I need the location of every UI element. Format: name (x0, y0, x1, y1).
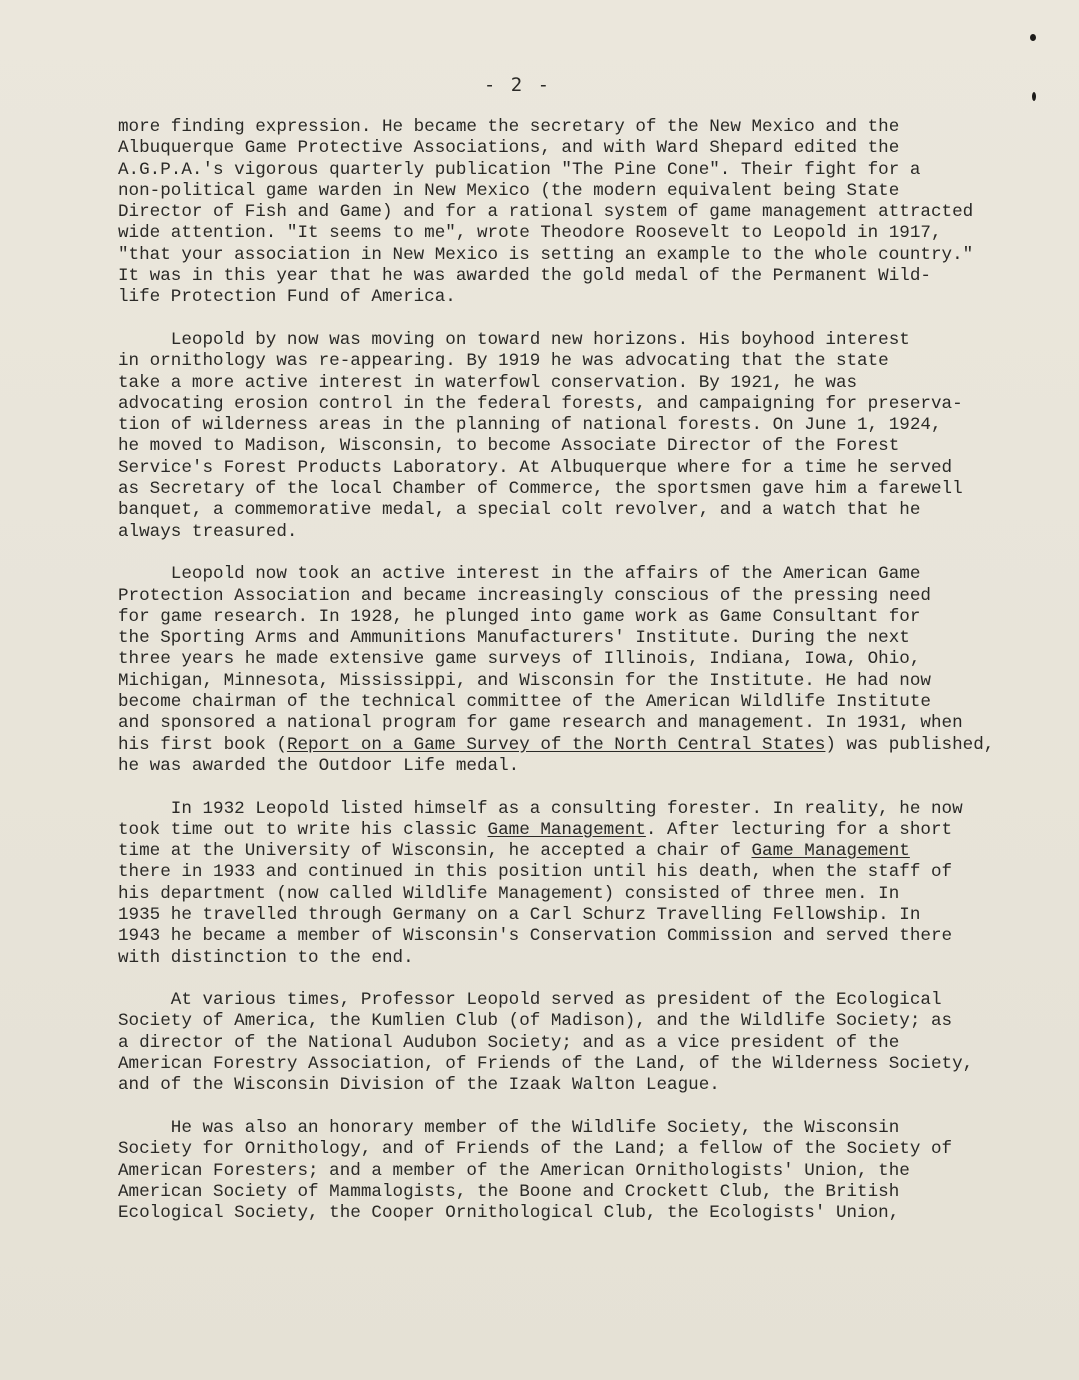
text-line: Ecological Society, the Cooper Ornithological Club, the Ecologists' Union, (118, 1203, 900, 1224)
book-title: Report on a Game Survey of the North Central States (286, 734, 826, 755)
text-line: A.G.P.A.'s vigorous quarterly publication "The Pine Cone". Their fight for a (118, 159, 921, 180)
text-line: 1935 he travelled through Germany on a Carl Schurz Travelling Fellowship. In (118, 904, 921, 925)
text-line: in ornithology was re-appearing. By 1919 he was advocating that the state (118, 351, 889, 372)
text-line: He was also an honorary member of the Wildlife Society, the Wisconsin (118, 1117, 900, 1138)
text-line: In 1932 Leopold listed himself as a consulting forester. In reality, he now (118, 798, 963, 819)
text-line: there in 1933 and continued in this position until his death, when the staff of (118, 862, 953, 883)
text-line: non-political game warden in New Mexico (the modern equivalent being State (118, 180, 900, 201)
text-line: life Protection Fund of America. (118, 287, 456, 308)
text-line: Leopold now took an active interest in the affairs of the American Game (118, 564, 921, 585)
text-line: It was in this year that he was awarded the gold medal of the Permanent Wild- (118, 266, 931, 287)
text-line: Society of America, the Kumlien Club (of Madison), and the Wildlife Society; as (118, 1011, 953, 1032)
text-line: wide attention. "It seems to me", wrote Theodore Roosevelt to Leopold in 1917, (118, 223, 942, 244)
text-line: with distinction to the end. (118, 947, 414, 968)
paragraph (118, 330, 1008, 543)
text-line: for game research. In 1928, he plunged into game work as Game Consultant for (118, 606, 921, 627)
page-number: - 2 - (483, 74, 552, 96)
text-line: and sponsored a national program for game research and management. In 1931, when (118, 713, 963, 734)
text-line: Michigan, Minnesota, Mississippi, and Wisconsin for the Institute. He had now (118, 670, 931, 691)
text-line: time at the University of Wisconsin, he accepted a chair of Game Management (118, 841, 910, 862)
text-line: he moved to Madison, Wisconsin, to become Associate Director of the Forest (118, 436, 900, 457)
text-line: Society for Ornithology, and of Friends of the Land; a fellow of the Society of (118, 1139, 953, 1160)
text-line: and of the Wisconsin Division of the Izaak Walton League. (118, 1075, 720, 1096)
book-title: Game Management (751, 841, 910, 862)
body-text (118, 117, 1008, 1246)
text-line: took time out to write his classic Game Management. After lecturing for a short (118, 819, 953, 840)
text-line: a director of the National Audubon Society; and as a vice president of the (118, 1032, 900, 1053)
text-line: as Secretary of the local Chamber of Commerce, the sportsmen gave him a farewell (118, 479, 963, 500)
margin-mark-top (1030, 34, 1036, 41)
text-line: 1943 he became a member of Wisconsin's Conservation Commission and served there (118, 926, 953, 947)
paragraph (118, 799, 1008, 969)
text-line: Leopold by now was moving on toward new horizons. His boyhood interest (118, 329, 910, 350)
paragraph (118, 117, 1008, 309)
text-line: the Sporting Arms and Ammunitions Manufacturers' Institute. During the next (118, 628, 910, 649)
book-title: Game Management (487, 819, 646, 840)
text-line: Albuquerque Game Protective Associations, and with Ward Shepard edited the (118, 138, 900, 159)
text-line: Director of Fish and Game) and for a rational system of game management attracted (118, 202, 974, 223)
text-line: banquet, a commemorative medal, a special colt revolver, and a watch that he (118, 500, 921, 521)
text-line: American Foresters; and a member of the American Ornithologists' Union, the (118, 1160, 910, 1181)
text-line: more finding expression. He became the secretary of the New Mexico and the (118, 117, 900, 137)
text-line: his first book (Report on a Game Survey of the North Central States) was published, (118, 734, 995, 755)
text-line: always treasured. (118, 521, 298, 542)
text-line: his department (now called Wildlife Management) consisted of three men. In (118, 883, 900, 904)
paragraph (118, 1118, 1008, 1224)
text-line: advocating erosion control in the federal forests, and campaigning for preserva- (118, 393, 963, 414)
text-line: American Forestry Association, of Friends of the Land, of the Wilderness Society, (118, 1054, 974, 1075)
paragraph (118, 564, 1008, 777)
text-line: tion of wilderness areas in the planning of national forests. On June 1, 1924, (118, 415, 942, 436)
text-line: At various times, Professor Leopold served as president of the Ecological (118, 990, 942, 1011)
text-line: Service's Forest Products Laboratory. At Albuquerque where for a time he served (118, 457, 953, 478)
text-line: take a more active interest in waterfowl conservation. By 1921, he was (118, 372, 858, 393)
text-line: American Society of Mammalogists, the Boone and Crockett Club, the British (118, 1181, 900, 1202)
text-line: Protection Association and became increasingly conscious of the pressing need (118, 585, 931, 606)
text-line: he was awarded the Outdoor Life medal. (118, 755, 520, 776)
text-line: three years he made extensive game surveys of Illinois, Indiana, Iowa, Ohio, (118, 649, 921, 670)
text-line: become chairman of the technical committee of the American Wildlife Institute (118, 692, 931, 713)
paragraph (118, 990, 1008, 1096)
text-line: "that your association in New Mexico is setting an example to the whole country." (118, 244, 974, 265)
